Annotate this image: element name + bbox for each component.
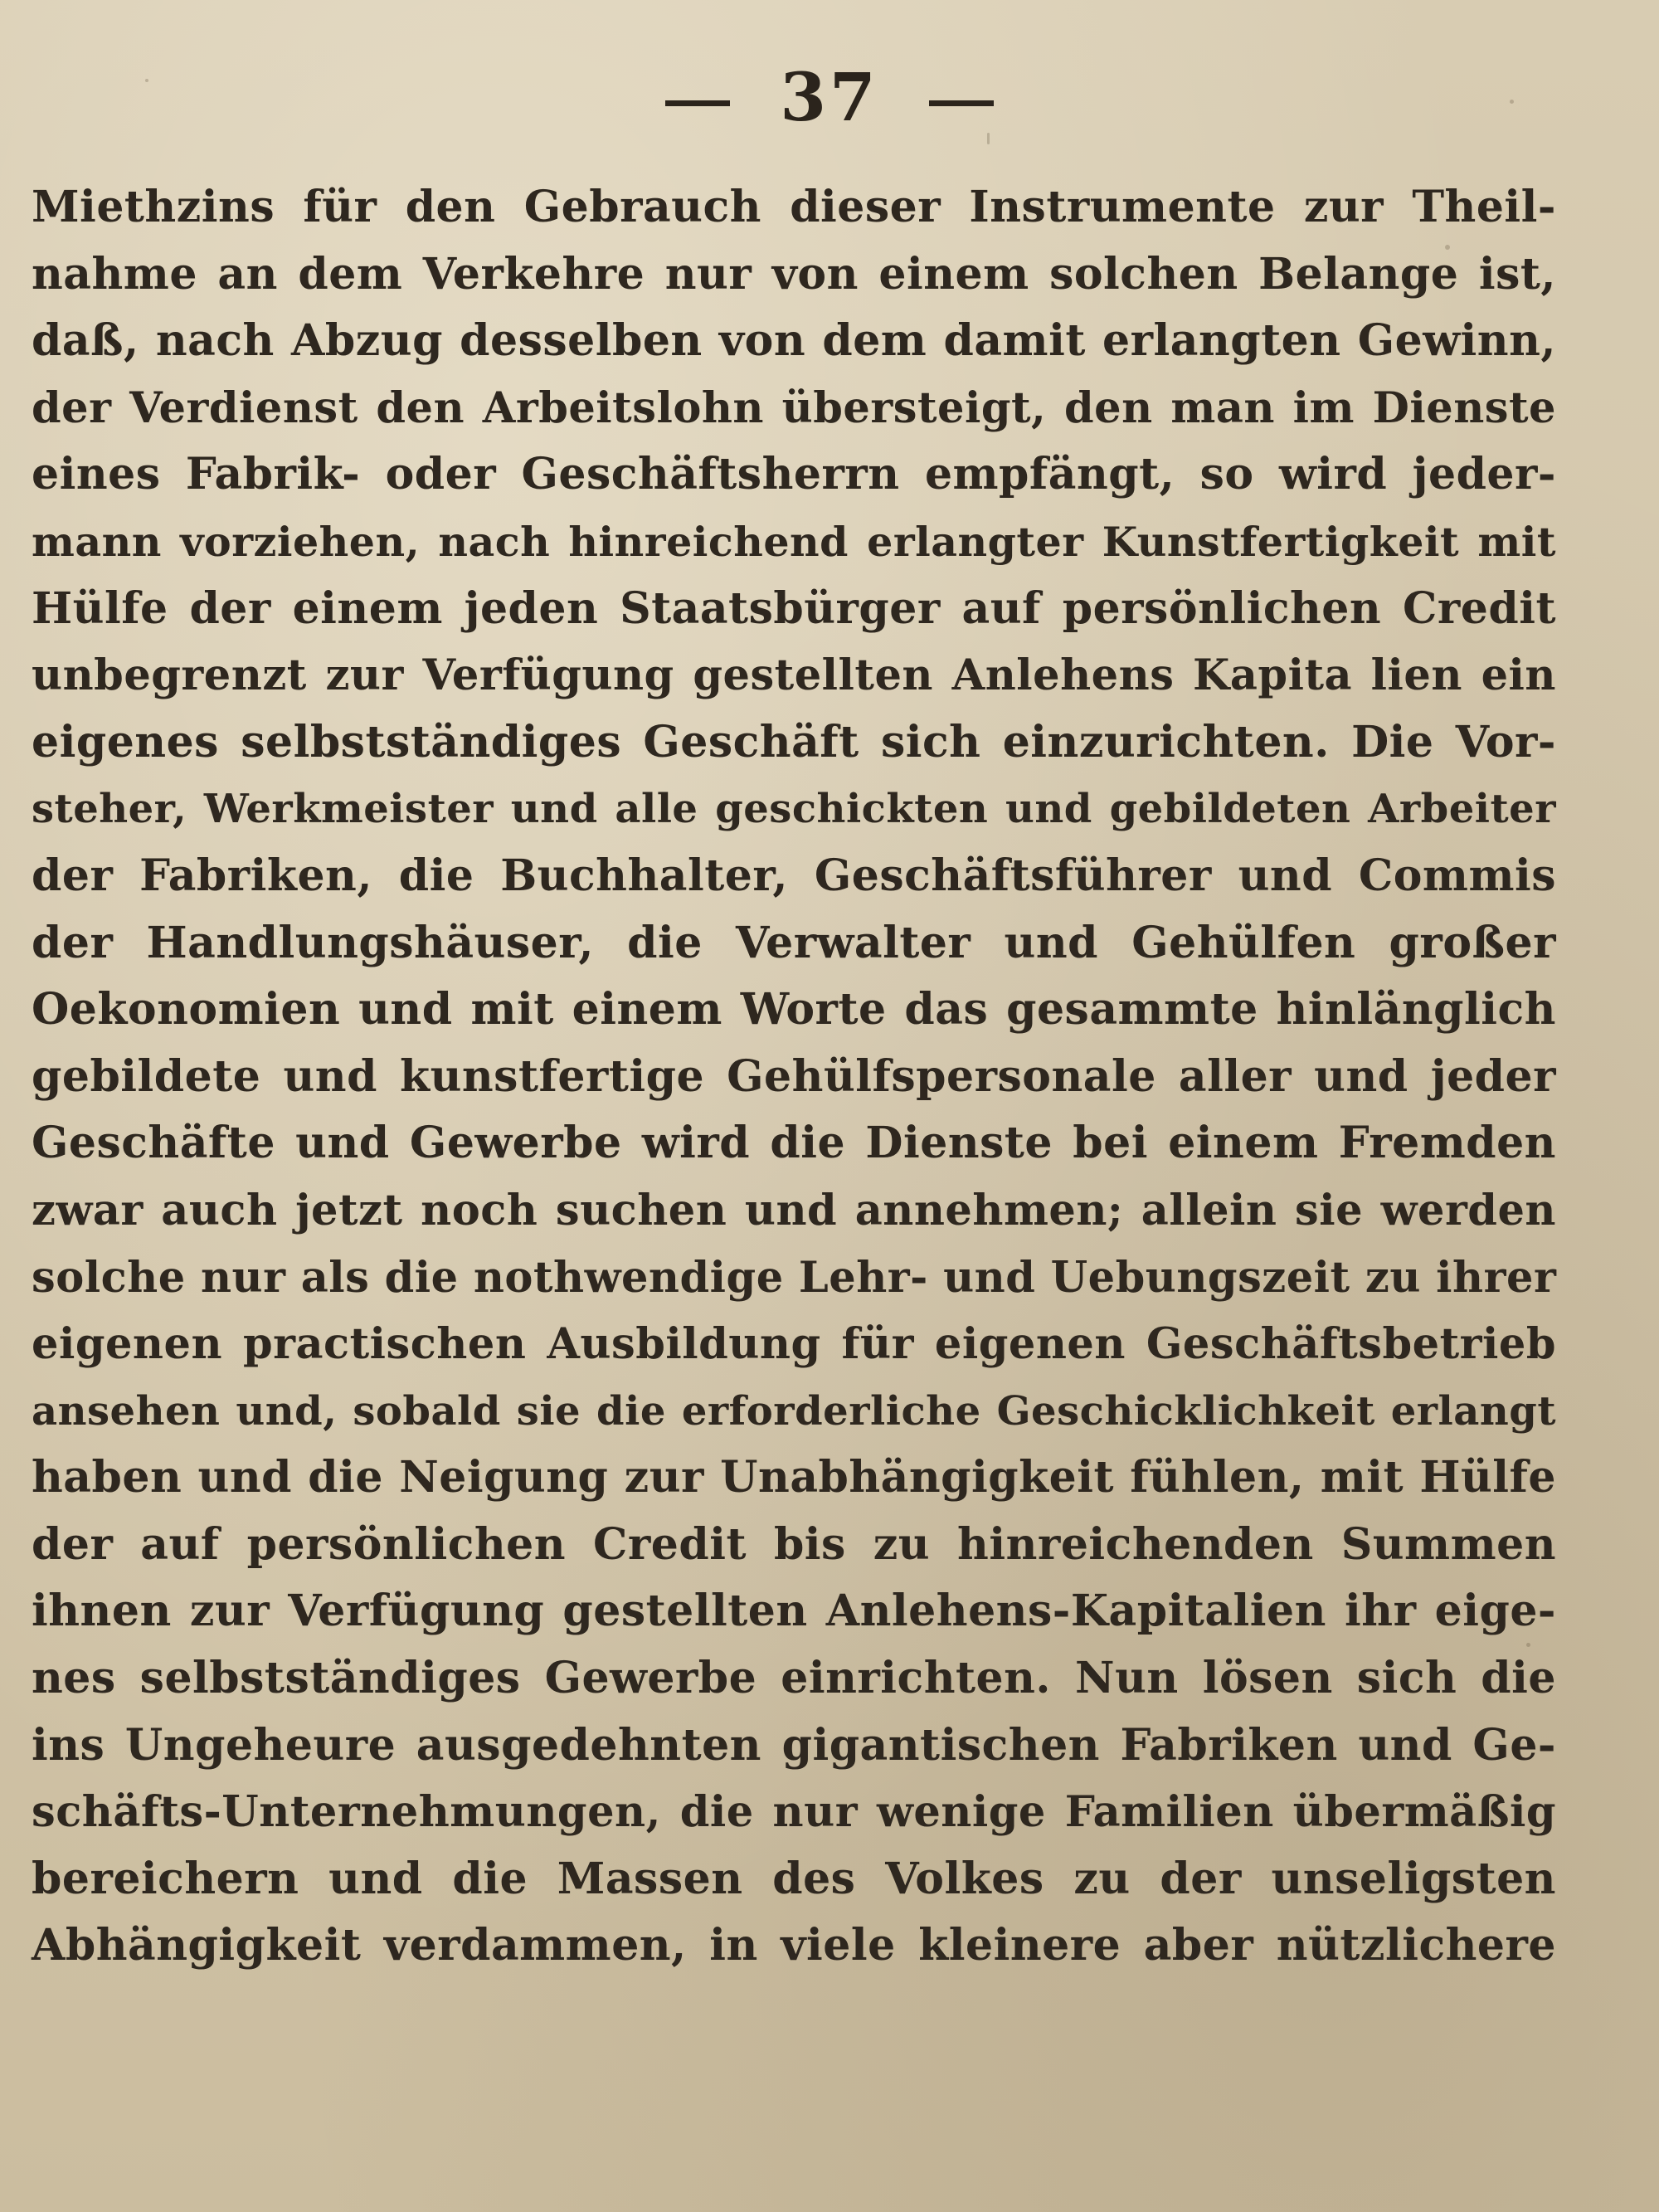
text-line: eigenen practischen Ausbildung für eigenen Geschäftsbetrieb	[32, 1319, 1556, 1370]
text-line: mann vorziehen, nach hinreichend erlangter Kunstfertigkeit mit	[32, 517, 1556, 566]
text-line: Hülfe der einem jeden Staatsbürger auf persönlichen Credit	[32, 582, 1556, 634]
text-line: steher, Werkmeister und alle geschickten und gebildeten Arbeiter	[32, 786, 1556, 833]
text-line: Abhängigkeit verdammen, in viele kleinere aber nützlichere	[32, 1920, 1556, 1971]
header-dash-right	[929, 100, 994, 106]
text-line: gebildete und kunstfertige Gehülfspersonale aller und jeder	[32, 1050, 1556, 1102]
text-line: der Fabriken, die Buchhalter, Geschäftsführer und Commis	[32, 850, 1556, 901]
text-line: der Verdienst den Arbeitslohn übersteigt, den man im Dienste	[32, 382, 1556, 433]
text-line: daß, nach Abzug desselben von dem damit erlangten Gewinn,	[32, 315, 1556, 367]
text-line: haben und die Neigung zur Unabhängigkeit fühlen, mit Hülfe	[32, 1452, 1556, 1503]
body-text	[32, 174, 1556, 1980]
text-line: bereichern und die Massen des Volkes zu der unseligsten	[32, 1853, 1556, 1904]
text-line: eines Fabrik- oder Geschäftsherrn empfängt, so wird jeder-	[32, 449, 1556, 500]
text-line: ins Ungeheure ausgedehnten gigantischen Fabriken und Ge-	[32, 1719, 1556, 1771]
header-dash-left	[665, 100, 730, 106]
text-line: Geschäfte und Gewerbe wird die Dienste bei einem Fremden	[32, 1118, 1556, 1169]
text-line: nahme an dem Verkehre nur von einem solchen Belange ist,	[32, 248, 1556, 300]
text-line: Oekonomien und mit einem Worte das gesammte hinlänglich	[32, 984, 1556, 1035]
text-line: eigenes selbstständiges Geschäft sich einzurichten. Die Vor-	[32, 716, 1556, 767]
text-line: ihnen zur Verfügung gestellten Anlehens-Kapitalien ihr eige-	[32, 1586, 1556, 1637]
text-line: schäfts-Unternehmungen, die nur wenige Familien übermäßig	[32, 1787, 1556, 1838]
text-line: der auf persönlichen Credit bis zu hinreichenden Summen	[32, 1518, 1556, 1570]
text-line: unbegrenzt zur Verfügung gestellten Anlehens Kapita lien ein	[32, 650, 1556, 701]
text-line: zwar auch jetzt noch suchen und annehmen; allein sie werden	[32, 1185, 1556, 1235]
text-line: solche nur als die nothwendige Lehr- und Uebungszeit zu ihrer	[32, 1252, 1557, 1303]
text-line: ansehen und, sobald sie die erforderliche Geschicklichkeit erlangt	[32, 1387, 1556, 1435]
text-line: Miethzins für den Gebrauch dieser Instrumente zur Theil-	[32, 182, 1556, 232]
page-number: 37	[780, 58, 879, 136]
text-line: nes selbstständiges Gewerbe einrichten. Nun lösen sich die	[32, 1653, 1556, 1704]
text-line: der Handlungshäuser, die Verwalter und Gehülfen großer	[32, 917, 1556, 968]
page-header	[0, 58, 1659, 136]
